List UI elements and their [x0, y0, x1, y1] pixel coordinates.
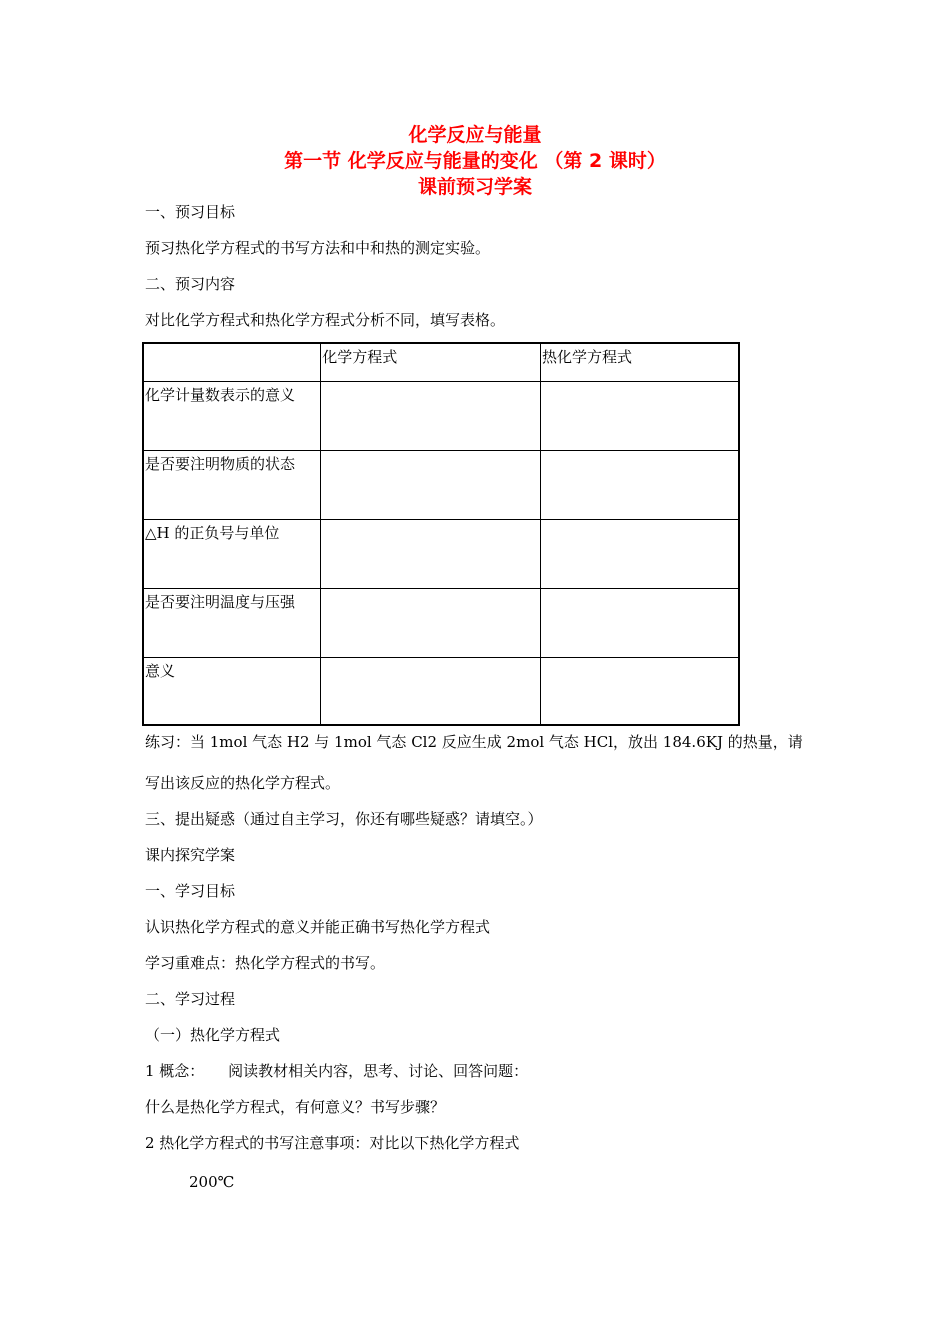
table-cell-empty[interactable]	[541, 450, 739, 519]
row-label: 化学计量数表示的意义	[143, 381, 321, 450]
preview-goal-heading: 一、预习目标	[145, 203, 236, 221]
exercise-text-line1: 练习：当 1mol 气态 H2 与 1mol 气态 Cl2 反应生成 2mol 气态 HCl，放出 184.6KJ 的热量，请	[145, 733, 803, 751]
preview-goal-text: 预习热化学方程式的书写方法和中和热的测定实验。	[145, 239, 491, 257]
table-cell-empty[interactable]	[541, 381, 739, 450]
questions-heading: 三、提出疑惑（通过自主学习，你还有哪些疑惑？请填空。）	[145, 810, 543, 828]
table-cell-empty[interactable]	[541, 519, 739, 588]
learning-goal-heading: 一、学习目标	[145, 882, 236, 900]
preview-instruction: 对比化学方程式和热化学方程式分析不同，填写表格。	[145, 311, 506, 329]
table-row	[143, 588, 739, 657]
row-label: 是否要注明物质的状态	[143, 450, 321, 519]
table-cell-empty[interactable]	[321, 657, 541, 725]
temperature-label: 200℃	[189, 1173, 235, 1191]
table-row	[143, 450, 739, 519]
table-cell-empty[interactable]	[541, 588, 739, 657]
table-row	[143, 519, 739, 588]
learning-goal-text: 认识热化学方程式的意义并能正确书写热化学方程式	[145, 918, 491, 936]
table-row	[143, 381, 739, 450]
section-title-preview: 课前预习学案	[417, 176, 532, 198]
notes-text: 2 热化学方程式的书写注意事项：对比以下热化学方程式	[145, 1134, 520, 1152]
table-row	[143, 657, 739, 725]
question-text: 什么是热化学方程式，有何意义？书写步骤？	[145, 1098, 446, 1116]
table-cell-empty[interactable]	[321, 450, 541, 519]
subsection-heading: （一）热化学方程式	[145, 1026, 281, 1044]
lesson-title: 第一节 化学反应与能量的变化 （第 2 课时）	[284, 150, 666, 172]
exercise-text-line2: 写出该反应的热化学方程式。	[145, 774, 341, 792]
row-label: 是否要注明温度与压强	[143, 588, 321, 657]
table-header-cell	[143, 343, 321, 381]
comparison-table	[142, 342, 740, 726]
table-cell-empty[interactable]	[321, 519, 541, 588]
table-header-row	[143, 343, 739, 381]
concept-text: 1 概念： 阅读教材相关内容，思考、讨论、回答问题：	[145, 1062, 529, 1080]
row-label: 意义	[143, 657, 321, 725]
table-header-cell: 热化学方程式	[541, 343, 739, 381]
row-label: △H 的正负号与单位	[143, 519, 321, 588]
table-cell-empty[interactable]	[541, 657, 739, 725]
preview-content-heading: 二、预习内容	[145, 275, 236, 293]
document-title: 化学反应与能量	[408, 124, 542, 146]
inclass-title: 课内探究学案	[145, 846, 236, 864]
table-cell-empty[interactable]	[321, 381, 541, 450]
table-header-cell: 化学方程式	[321, 343, 541, 381]
learning-process-heading: 二、学习过程	[145, 990, 236, 1008]
key-point-text: 学习重难点：热化学方程式的书写。	[145, 954, 386, 972]
table-cell-empty[interactable]	[321, 588, 541, 657]
